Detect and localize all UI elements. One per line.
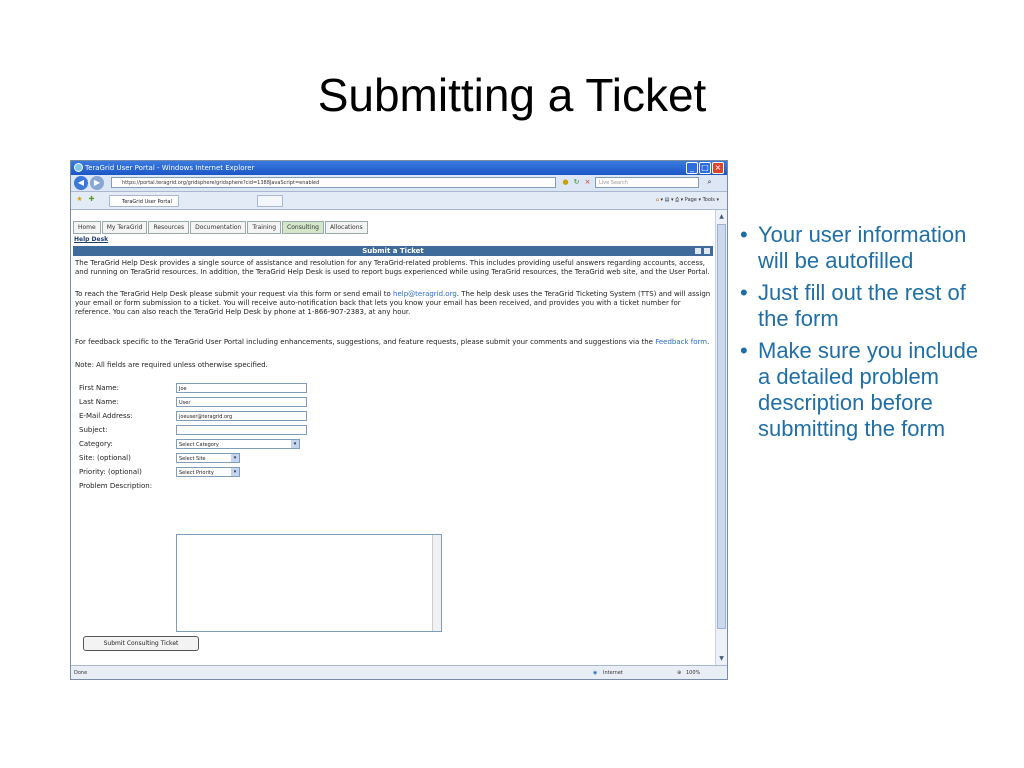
favorites-star-icon[interactable]: ★ xyxy=(76,195,83,203)
bullet-list xyxy=(740,222,980,448)
email-label: E-Mail Address: xyxy=(79,412,133,420)
command-bar[interactable]: ⌂ ▾ ▤ ▾ ⎙ ▾ Page ▾ Tools ▾ xyxy=(655,197,719,203)
feedback-text: For feedback specific to the TeraGrid User Portal including enhancements, suggestions, and feature requests, please submit your comments and suggestions via the xyxy=(75,338,656,346)
last-name-label: Last Name: xyxy=(79,398,119,406)
browser-screenshot xyxy=(70,160,728,680)
chevron-down-icon[interactable]: ▾ xyxy=(231,454,239,462)
close-icon[interactable]: × xyxy=(712,162,724,174)
tab-home[interactable]: Home xyxy=(73,221,101,234)
priority-select[interactable] xyxy=(176,467,240,477)
status-bar xyxy=(71,665,727,680)
bullet-item xyxy=(740,222,980,274)
back-icon[interactable]: ◀ xyxy=(74,176,88,190)
slide-title: Submitting a Ticket xyxy=(317,69,707,121)
contact-text-cont: . The help desk uses the TeraGrid Ticketing System (TTS) and will assign your email or form submission to a ticket. You will receive auto-notification back that lets you know your email has been received, and provides you with a ticket number for reference. You can also reach the TeraGrid Help Desk by phone at 1-866-907-2383, at any hour. xyxy=(75,290,711,316)
category-label: Category: xyxy=(79,440,113,448)
bullet-item xyxy=(740,338,980,442)
browser-tab-label: TeraGrid User Portal xyxy=(122,199,172,205)
scroll-down-icon[interactable]: ▼ xyxy=(719,655,724,662)
description-label: Problem Description: xyxy=(79,482,153,490)
site-label: Site: (optional) xyxy=(79,454,131,462)
contact-paragraph xyxy=(75,290,711,317)
window-title: TeraGrid User Portal - Windows Internet Explorer xyxy=(85,164,255,172)
site-nav xyxy=(73,221,369,234)
email-field[interactable]: joeuser@teragrid.org xyxy=(176,411,307,421)
home-icon[interactable]: ⌂ xyxy=(655,197,659,203)
status-text: Done xyxy=(74,670,88,676)
tab-my-teragrid[interactable]: My TeraGrid xyxy=(102,221,148,234)
intro-paragraph: The TeraGrid Help Desk provides a single source of assistance and resolution for any TeraGrid-related problems. This includes providing useful answers regarding accounts, access, and running on TeraGrid resources. In addition, the TeraGrid Help Desk is used to report bugs experienced while using TeraGrid resources, the TeraGrid web site, and the User Portal. xyxy=(75,259,710,276)
category-select[interactable] xyxy=(176,439,300,449)
feedback-form-link[interactable]: Feedback form xyxy=(655,338,708,346)
bullet-dot: • xyxy=(740,280,748,305)
bullet-dot: • xyxy=(740,338,748,363)
browser-tab[interactable] xyxy=(109,195,179,207)
category-value: Select Category xyxy=(179,442,219,448)
subject-label: Subject: xyxy=(79,426,108,434)
feedback-text-end: . xyxy=(707,338,710,346)
forward-icon[interactable]: ▶ xyxy=(90,176,104,190)
ie-logo-icon xyxy=(74,163,83,172)
page-scrollbar[interactable] xyxy=(715,210,727,665)
panel-title: Submit a Ticket xyxy=(362,247,424,255)
scroll-up-icon[interactable]: ▲ xyxy=(719,213,724,220)
minimize-icon[interactable]: _ xyxy=(686,162,698,174)
panel-minimize-icon[interactable] xyxy=(695,248,701,254)
search-input[interactable]: Live Search xyxy=(595,177,699,188)
address-bar xyxy=(71,175,727,192)
bullet-text: Make sure you include a detailed problem description before submitting the form xyxy=(758,338,979,441)
feeds-icon[interactable]: ▤ xyxy=(664,197,670,203)
stop-icon[interactable]: × xyxy=(584,178,591,186)
contact-text: To reach the TeraGrid Help Desk please submit your request via this form or send email to xyxy=(75,290,394,298)
zoom-icon[interactable]: ⊕ xyxy=(677,670,682,676)
globe-icon: ◉ xyxy=(593,670,598,676)
bullet-item xyxy=(740,280,980,332)
help-email-link[interactable]: help@teragrid.org xyxy=(393,290,457,298)
panel-header xyxy=(73,246,713,256)
feedback-paragraph xyxy=(75,338,711,347)
required-note: Note: All fields are required unless otherwise specified. xyxy=(75,361,268,369)
bullet-dot: • xyxy=(740,222,748,247)
lock-icon[interactable]: ● xyxy=(562,178,569,186)
browser-tab-bar xyxy=(71,192,727,210)
refresh-icon[interactable]: ↻ xyxy=(573,178,580,186)
breadcrumb[interactable]: Help Desk xyxy=(74,236,109,243)
textarea-scrollbar[interactable] xyxy=(432,535,441,631)
add-favorites-icon[interactable]: ✚ xyxy=(88,195,95,203)
window-titlebar xyxy=(71,161,727,175)
print-icon[interactable]: ⎙ xyxy=(675,197,680,203)
tab-resources[interactable]: Resources xyxy=(148,221,189,234)
command-bar-label: Page ▾ Tools ▾ xyxy=(684,197,719,203)
tab-documentation[interactable]: Documentation xyxy=(190,221,246,234)
bullet-text: Just fill out the rest of the form xyxy=(758,280,966,331)
first-name-field[interactable]: Joe xyxy=(176,383,307,393)
chevron-down-icon[interactable]: ▾ xyxy=(231,468,239,476)
scrollbar-thumb[interactable] xyxy=(717,224,726,629)
maximize-icon[interactable]: □ xyxy=(699,162,711,174)
new-tab-button[interactable] xyxy=(257,195,283,207)
subject-field[interactable] xyxy=(176,425,307,435)
tab-consulting[interactable]: Consulting xyxy=(282,221,324,234)
tab-allocations[interactable]: Allocations xyxy=(325,221,368,234)
priority-value: Select Priority xyxy=(179,470,214,476)
site-value: Select Site xyxy=(179,456,206,462)
zoom-level[interactable]: 100% xyxy=(686,670,701,676)
submit-ticket-button[interactable]: Submit Consulting Ticket xyxy=(83,636,199,651)
status-zone: Internet xyxy=(603,670,623,676)
panel-maximize-icon[interactable] xyxy=(704,248,710,254)
last-name-field[interactable]: User xyxy=(176,397,307,407)
priority-label: Priority: (optional) xyxy=(79,468,142,476)
first-name-label: First Name: xyxy=(79,384,119,392)
site-select[interactable] xyxy=(176,453,240,463)
bullet-text: Your user information will be autofilled xyxy=(758,222,967,273)
problem-description-textarea[interactable] xyxy=(176,534,442,632)
url-input[interactable]: https://portal.teragrid.org/gridsphere/gridsphere?cid=1388JavaScript=enabled xyxy=(111,177,556,188)
chevron-down-icon[interactable]: ▾ xyxy=(291,440,299,448)
search-icon[interactable]: ⌕ xyxy=(707,178,712,186)
tab-training[interactable]: Training xyxy=(247,221,281,234)
